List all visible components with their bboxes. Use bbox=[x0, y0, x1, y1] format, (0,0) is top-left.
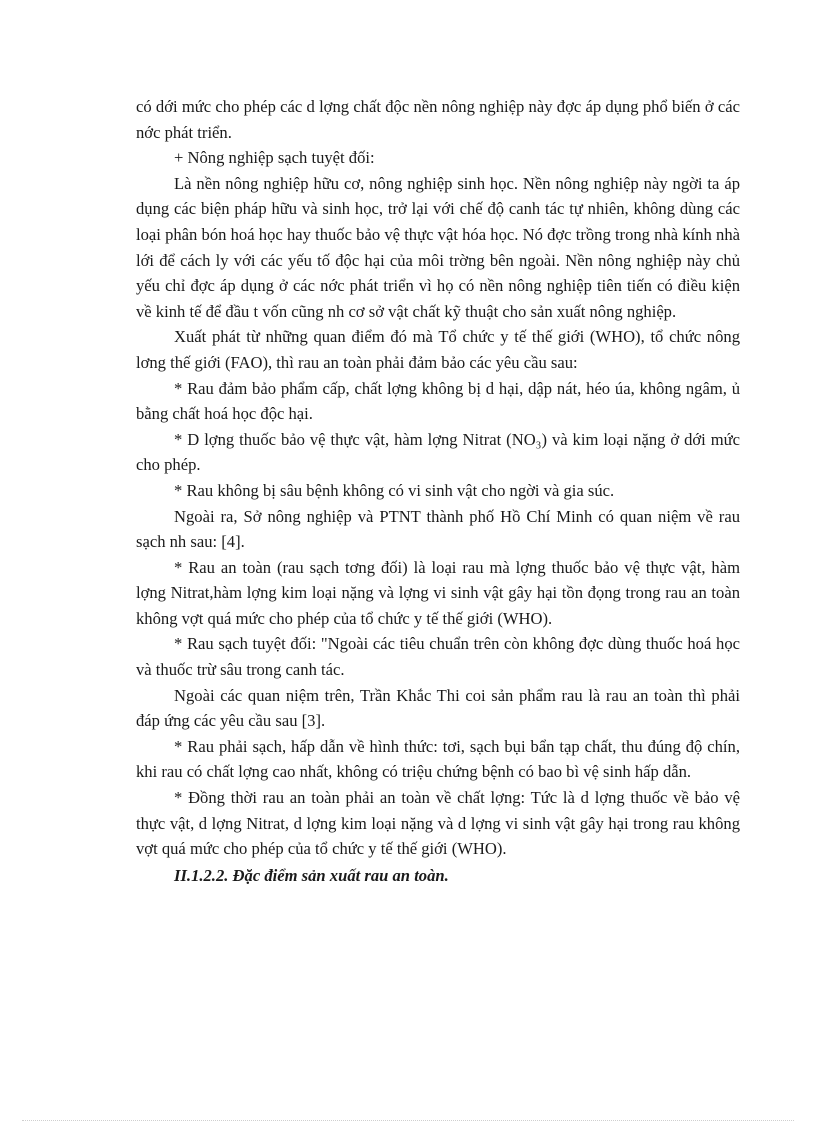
paragraph-8: Ngoài ra, Sở nông nghiệp và PTNT thành phố Hồ Chí Minh có quan niệm về rau sạch nh sau: [4]. bbox=[136, 506, 740, 552]
paragraph-10: * Rau sạch tuyệt đối: "Ngoài các tiêu chuẩn trên còn không đợc dùng thuốc hoá học và thuốc trừ sâu trong canh tác. bbox=[136, 634, 740, 680]
paragraph-7: * Rau không bị sâu bệnh không có vi sinh vật cho ngời và gia súc. bbox=[174, 480, 615, 500]
paragraph-5: * Rau đảm bảo phẩm cấp, chất lợng không bị d hại, dập nát, héo úa, không ngâm, ủ bằng chất hoá học độc hại. bbox=[136, 378, 740, 424]
paragraph-1: có dới mức cho phép các d lợng chất độc nền nông nghiệp này đợc áp dụng phổ biến ở các nớc phát triển. bbox=[136, 97, 740, 142]
paragraph-13: * Đồng thời rau an toàn phải an toàn về chất lợng: Tức là d lợng thuốc về bảo vệ thực vật, d lợng Nitrat, d lợng kim loại nặng và d lợng vi sinh vật gây hại trong rau không vợt quá mức cho phép của tổ chức y tế thế giới (WHO). bbox=[136, 788, 740, 859]
paragraph-11: Ngoài các quan niệm trên, Trần Khắc Thi coi sản phẩm rau là rau an toàn thì phải đáp ứng các yêu cầu sau [3]. bbox=[136, 685, 740, 731]
paragraph-6: * D lợng thuốc bảo vệ thực vật, hàm lợng Nitrat (NO₃) và kim loại nặng ở dới mức cho phép. bbox=[136, 429, 740, 475]
paragraph-9: * Rau an toàn (rau sạch tơng đối) là loại rau mà lợng thuốc bảo vệ thực vật, hàm lợng Nitrat,hàm lợng kim loại nặng và lợng vi sinh vật gây hại tồn đọng trong rau an toàn không vợt quá mức cho phép của tổ chức y tế thế giới (WHO). bbox=[136, 557, 740, 628]
paragraph-4: Xuất phát từ những quan điểm đó mà Tổ chức y tế thế giới (WHO), tổ chức nông lơng thế giới (FAO), thì rau an toàn phải đảm bảo các yêu cầu sau: bbox=[136, 327, 740, 372]
paragraph-2: + Nông nghiệp sạch tuyệt đối: bbox=[174, 148, 375, 168]
footer-divider bbox=[22, 1120, 794, 1121]
paragraph-12: * Rau phải sạch, hấp dẫn về hình thức: tơi, sạch bụi bẩn tạp chất, thu đúng độ chín, khi rau có chất lợng cao nhất, không có triệu chứng bệnh có bao bì vệ sinh hấp dẫn. bbox=[136, 736, 740, 782]
paragraph-3: Là nền nông nghiệp hữu cơ, nông nghiệp sinh học. Nền nông nghiệp này ngời ta áp dụng các biện pháp hữu và sinh học, trở lại với chế độ canh tác tự nhiên, không dùng các loại phân bón hoá học hay thuốc bảo vệ thực vật hóa học. Nó đợc trồng trong nhà kính nhà lới để cách ly với các yếu tố độc hại của môi trờng bên ngoài. Nền nông nghiệp này chủ yếu chỉ đợc áp dụng ở các nớc phát triển vì họ có nền nông nghiệp tiên tiến có điều kiện về kinh tế để đầu t vốn cũng nh cơ sở vật chất kỹ thuật cho sản xuất nông nghiệp. bbox=[136, 173, 740, 321]
document-body bbox=[136, 94, 740, 888]
section-heading: II.1.2.2. Đặc điểm sản xuất rau an toàn. bbox=[174, 865, 449, 885]
